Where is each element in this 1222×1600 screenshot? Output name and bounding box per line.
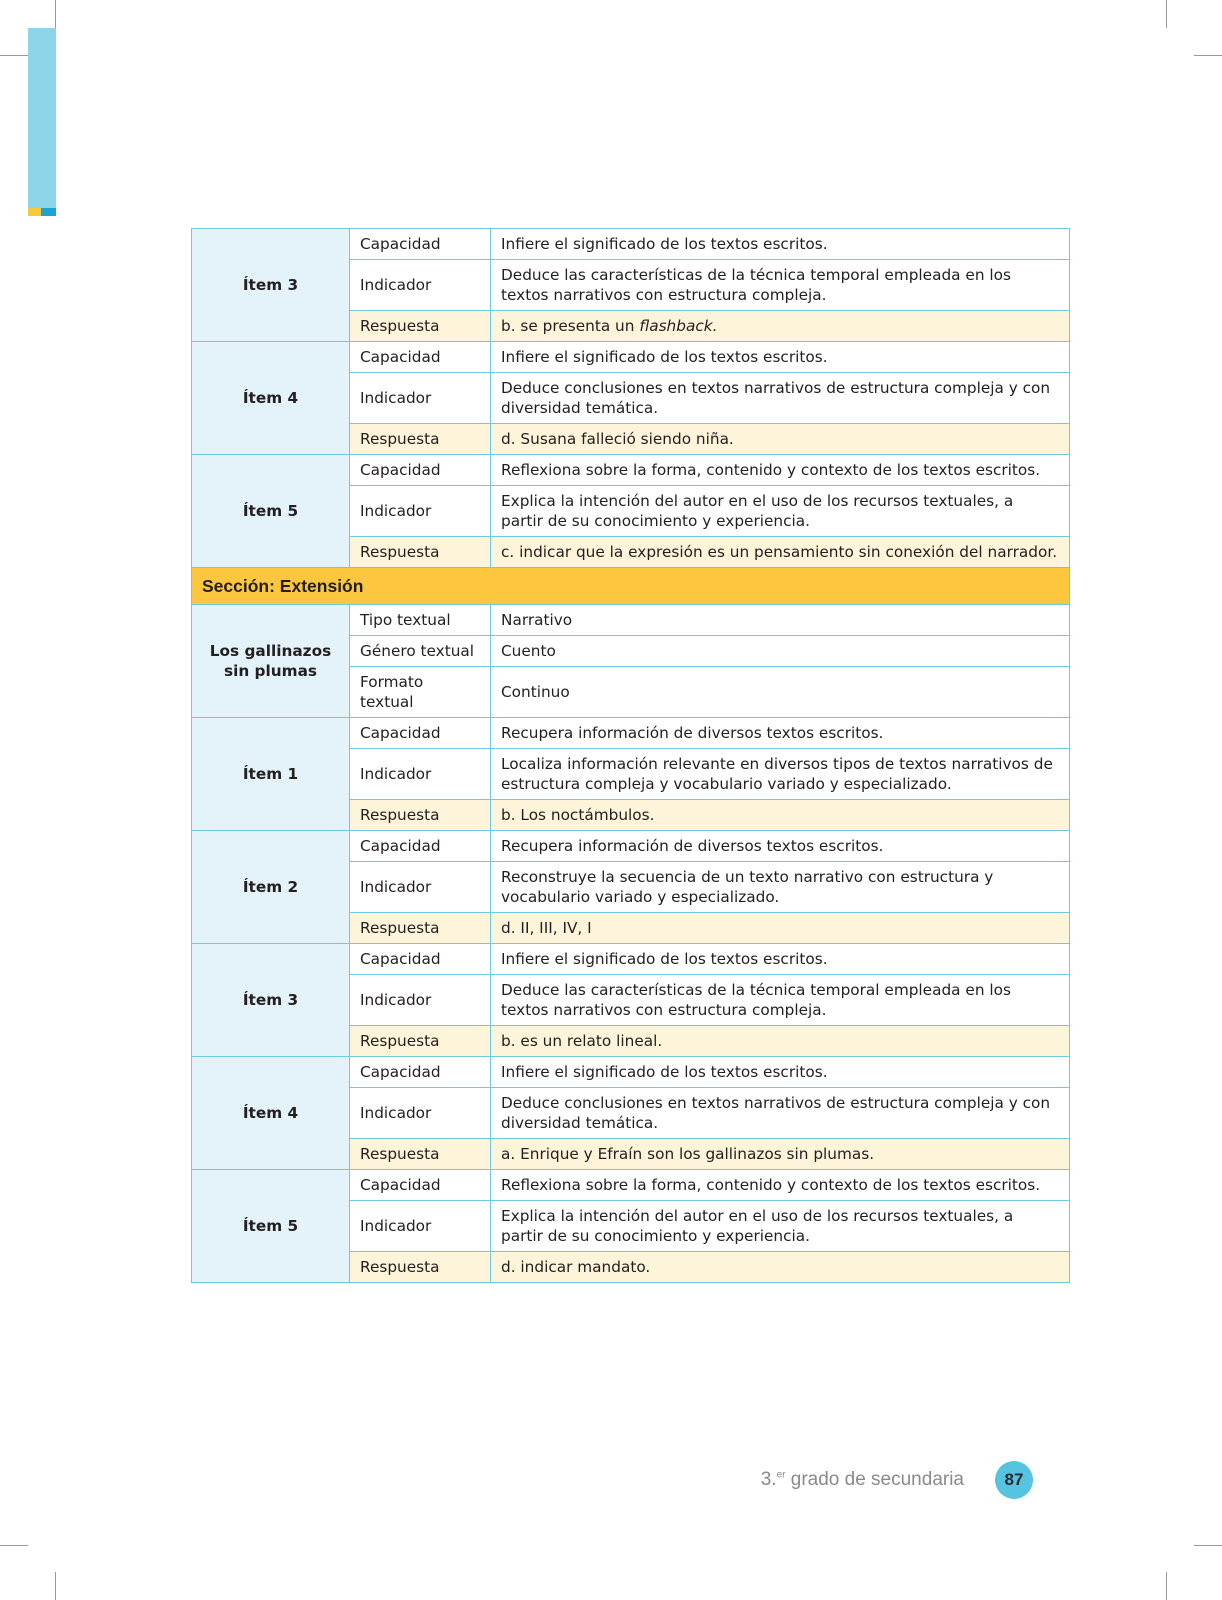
page-color-tab-accent (28, 208, 41, 216)
row-label-indicador: Indicador (350, 373, 491, 424)
crop-mark (1194, 1545, 1222, 1546)
row-label-indicador: Indicador (350, 749, 491, 800)
text-title: Los gallinazos sin plumas (192, 605, 350, 718)
row-label-respuesta: Respuesta (350, 311, 491, 342)
table-row (192, 229, 1070, 260)
crop-mark (0, 55, 28, 56)
text-info-label: Género textual (350, 636, 491, 667)
evaluation-table (191, 228, 1070, 1283)
indicador-text: Deduce las características de la técnica temporal empleada en los textos narrativos con estructura compleja. (491, 260, 1070, 311)
grade-footer (761, 1469, 964, 1491)
respuesta-cell (491, 1026, 1070, 1057)
grade-number: 3. (760, 1469, 777, 1490)
item-label: Ítem 4 (192, 1057, 350, 1170)
grade-text: grado de secundaria (785, 1469, 964, 1490)
respuesta-text: b. Los noctámbulos. (501, 806, 655, 824)
crop-mark (1166, 1572, 1167, 1600)
row-label-capacidad: Capacidad (350, 831, 491, 862)
text-info-label: Tipo textual (350, 605, 491, 636)
respuesta-text: c. indicar que la expresión es un pensamiento sin conexión del narrador. (501, 543, 1058, 561)
respuesta-text: d. Susana falleció siendo niña. (501, 430, 734, 448)
item-label: Ítem 5 (192, 1170, 350, 1283)
respuesta-cell (491, 537, 1070, 568)
capacidad-text: Reflexiona sobre la forma, contenido y contexto de los textos escritos. (491, 455, 1070, 486)
crop-mark (55, 1572, 56, 1600)
crop-mark (55, 0, 56, 28)
text-info-row (192, 605, 1070, 636)
crop-mark (0, 1545, 28, 1546)
indicador-text: Localiza información relevante en diversos tipos de textos narrativos de estructura compleja y vocabulario variado y especializado. (491, 749, 1070, 800)
respuesta-cell (491, 311, 1070, 342)
table-row (192, 342, 1070, 373)
row-label-respuesta: Respuesta (350, 1139, 491, 1170)
table-row (192, 944, 1070, 975)
row-label-capacidad: Capacidad (350, 1170, 491, 1201)
capacidad-text: Infiere el significado de los textos escritos. (491, 1057, 1070, 1088)
indicador-text: Deduce conclusiones en textos narrativos de estructura compleja y con diversidad temática. (491, 1088, 1070, 1139)
item-label: Ítem 3 (192, 944, 350, 1057)
page-color-tab-accent (41, 208, 56, 216)
row-label-capacidad: Capacidad (350, 1057, 491, 1088)
respuesta-text: a. Enrique y Efraín son los gallinazos sin plumas. (501, 1145, 875, 1163)
item-label: Ítem 2 (192, 831, 350, 944)
text-info-value: Narrativo (491, 605, 1070, 636)
item-label: Ítem 4 (192, 342, 350, 455)
indicador-text: Reconstruye la secuencia de un texto narrativo con estructura y vocabulario variado y especializado. (491, 862, 1070, 913)
respuesta-cell (491, 424, 1070, 455)
row-label-capacidad: Capacidad (350, 944, 491, 975)
indicador-text: Deduce las características de la técnica temporal empleada en los textos narrativos con estructura compleja. (491, 975, 1070, 1026)
crop-mark (1194, 55, 1222, 56)
respuesta-cell (491, 1139, 1070, 1170)
page-color-tab (28, 28, 56, 208)
text-info-value: Continuo (491, 667, 1070, 718)
row-label-capacidad: Capacidad (350, 718, 491, 749)
row-label-indicador: Indicador (350, 1201, 491, 1252)
indicador-text: Explica la intención del autor en el uso de los recursos textuales, a partir de su conocimiento y experiencia. (491, 1201, 1070, 1252)
capacidad-text: Infiere el significado de los textos escritos. (491, 342, 1070, 373)
capacidad-text: Reflexiona sobre la forma, contenido y contexto de los textos escritos. (491, 1170, 1070, 1201)
indicador-text: Deduce conclusiones en textos narrativos de estructura compleja y con diversidad temática. (491, 373, 1070, 424)
table-row (192, 718, 1070, 749)
text-info-label: Formato textual (350, 667, 491, 718)
row-label-respuesta: Respuesta (350, 424, 491, 455)
crop-mark (1166, 0, 1167, 28)
table-row (192, 1057, 1070, 1088)
respuesta-text: d. II, III, IV, I (501, 919, 592, 937)
text-info-value: Cuento (491, 636, 1070, 667)
section-header-row (192, 568, 1070, 605)
row-label-indicador: Indicador (350, 862, 491, 913)
capacidad-text: Recupera información de diversos textos escritos. (491, 718, 1070, 749)
respuesta-cell (491, 913, 1070, 944)
item-label: Ítem 1 (192, 718, 350, 831)
respuesta-emphasis: flashback. (639, 317, 718, 335)
row-label-capacidad: Capacidad (350, 229, 491, 260)
row-label-respuesta: Respuesta (350, 1252, 491, 1283)
indicador-text: Explica la intención del autor en el uso de los recursos textuales, a partir de su conocimiento y experiencia. (491, 486, 1070, 537)
item-label: Ítem 3 (192, 229, 350, 342)
row-label-indicador: Indicador (350, 486, 491, 537)
respuesta-text: b. es un relato lineal. (501, 1032, 663, 1050)
row-label-respuesta: Respuesta (350, 913, 491, 944)
table-row (192, 455, 1070, 486)
respuesta-cell (491, 1252, 1070, 1283)
respuesta-text: d. indicar mandato. (501, 1258, 651, 1276)
respuesta-cell (491, 800, 1070, 831)
section-title: Sección: Extensión (192, 568, 1070, 605)
row-label-indicador: Indicador (350, 975, 491, 1026)
respuesta-text: b. se presenta un (501, 317, 640, 335)
table-row (192, 1170, 1070, 1201)
capacidad-text: Infiere el significado de los textos escritos. (491, 944, 1070, 975)
page-number-badge: 87 (995, 1461, 1033, 1499)
table-row (192, 831, 1070, 862)
capacidad-text: Recupera información de diversos textos escritos. (491, 831, 1070, 862)
item-label: Ítem 5 (192, 455, 350, 568)
row-label-indicador: Indicador (350, 260, 491, 311)
row-label-respuesta: Respuesta (350, 537, 491, 568)
row-label-capacidad: Capacidad (350, 455, 491, 486)
row-label-respuesta: Respuesta (350, 800, 491, 831)
capacidad-text: Infiere el significado de los textos escritos. (491, 229, 1070, 260)
row-label-respuesta: Respuesta (350, 1026, 491, 1057)
row-label-indicador: Indicador (350, 1088, 491, 1139)
row-label-capacidad: Capacidad (350, 342, 491, 373)
grade-ordinal: er (776, 1469, 786, 1481)
